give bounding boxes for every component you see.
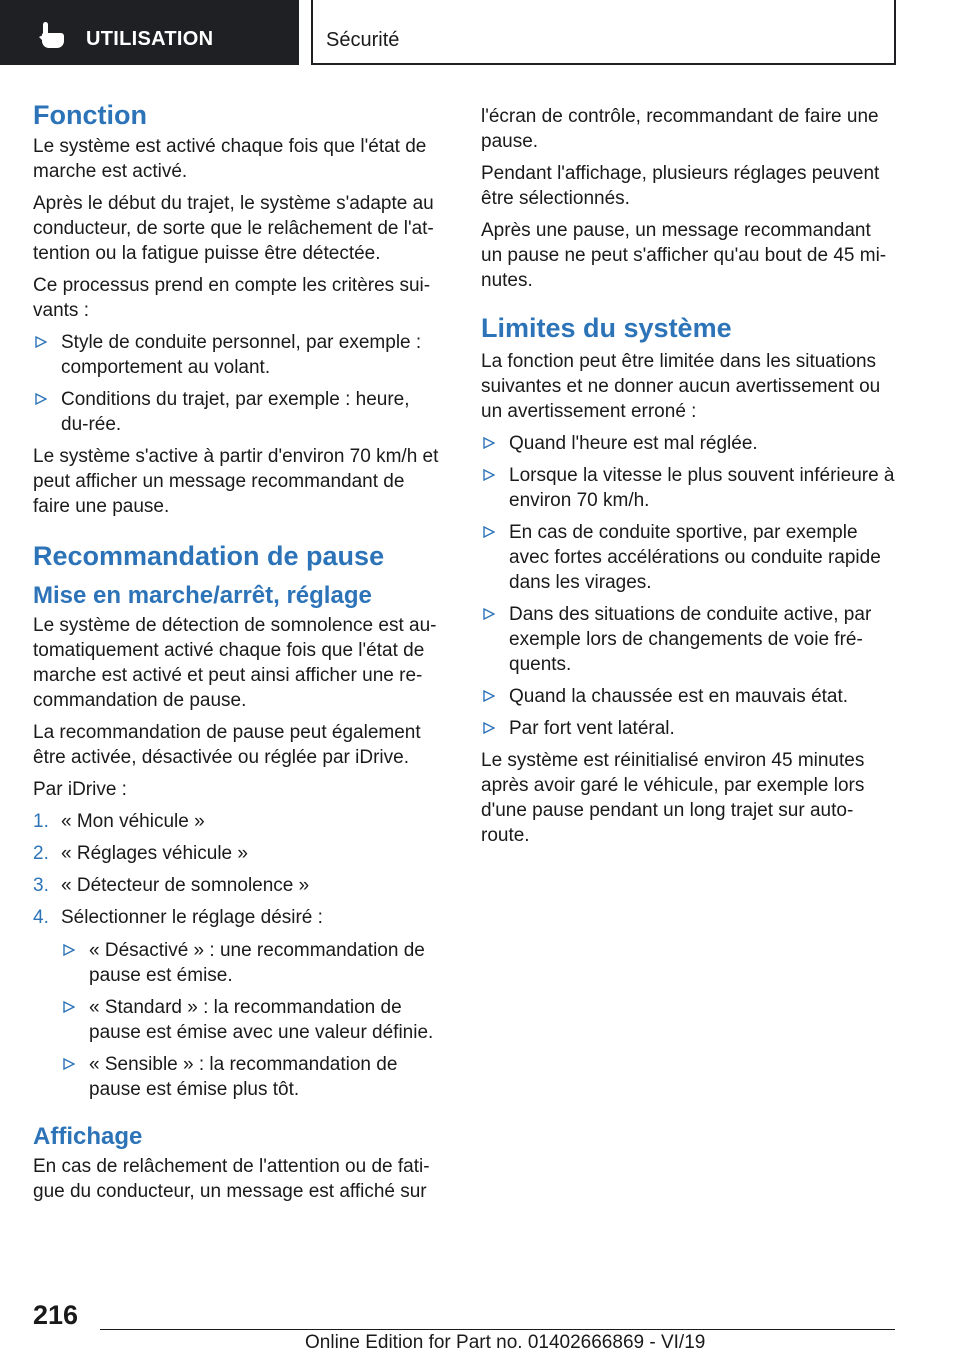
header-bottom-rule: [311, 63, 896, 65]
heading-recommandation: Recommandation de pause: [33, 541, 385, 571]
step-number: 4.: [33, 907, 49, 928]
section-title: Sécurité: [326, 29, 400, 51]
left-column: [33, 98, 441, 1211]
step-item: 4. Sélectionner le réglage désiré : « Désactivé » : une recommandation de pause est émise. « Standard » : la recommandation de pause est émise avec une valeur définie. « Sensible » : la recommandation de pause est émise plus tôt.: [33, 905, 441, 1102]
list-item: En cas de conduite sportive, par exemple avec fortes accélérations ou conduite rapide dans les virages.: [481, 520, 895, 595]
list-item: Lorsque la vitesse le plus souvent inférieure à environ 70 km/h.: [481, 463, 895, 513]
footer-rule: [100, 1329, 895, 1330]
header-right-border: [894, 0, 896, 65]
steps-list: [33, 809, 441, 1102]
paragraph: Après une pause, un message recommandant un pause ne peut s'afficher qu'au bout de 45 mi‐nutes.: [481, 220, 887, 291]
heading-affichage: Affichage: [33, 1123, 143, 1150]
triangle-right-icon: [63, 944, 75, 956]
paragraph: En cas de relâchement de l'attention ou de fati‐gue du conducteur, un message est affiché sur: [33, 1156, 430, 1202]
step-item: 2. « Réglages véhicule »: [33, 843, 248, 864]
triangle-right-icon: [483, 526, 495, 538]
triangle-right-icon: [483, 469, 495, 481]
heading-mise-en-marche: Mise en marche/arrêt, réglage: [33, 582, 372, 609]
paragraph: Le système est réinitialisé environ 45 minutes après avoir garé le véhicule, par exemple lors d'une pause pendant un long trajet sur auto‐route.: [481, 750, 865, 846]
paragraph: La fonction peut être limitée dans les situations suivantes et ne donner aucun avertissement ou un avertissement erroné :: [481, 351, 881, 422]
paragraph: Le système de détection de somnolence est au‐tomatiquement activé chaque fois que l'état de marche est activé et peut ainsi afficher une re‐commandation de pause.: [33, 615, 437, 711]
step-number: 1.: [33, 811, 49, 832]
list-item: Quand l'heure est mal réglée.: [481, 431, 895, 456]
list-item: « Désactivé » : une recommandation de pause est émise.: [61, 938, 441, 988]
hand-pointer-icon: [38, 22, 66, 48]
heading-limites: Limites du système: [481, 313, 732, 343]
triangle-right-icon: [63, 1001, 75, 1013]
paragraph: Ce processus prend en compte les critères sui‐vants :: [33, 275, 431, 321]
paragraph: l'écran de contrôle, recommandant de faire une pause.: [481, 106, 879, 152]
list-item: Quand la chaussée est en mauvais état.: [481, 684, 895, 709]
footer-edition: Online Edition for Part no. 01402666869 - VI/19: [305, 1332, 706, 1353]
list-item: Style de conduite personnel, par exemple : comportement au volant.: [33, 330, 441, 380]
triangle-right-icon: [63, 1058, 75, 1070]
triangle-right-icon: [35, 336, 47, 348]
page-number: 216: [33, 1300, 79, 1330]
heading-fonction: Fonction: [33, 100, 147, 130]
right-column: [481, 104, 895, 855]
limits-list: [481, 431, 895, 741]
step-item: 1. « Mon véhicule »: [33, 811, 205, 832]
list-item: Par fort vent latéral.: [481, 716, 895, 741]
paragraph: Par iDrive :: [33, 779, 127, 800]
list-item: Conditions du trajet, par exemple : heure, du‐rée.: [33, 387, 441, 437]
step-item: 3. « Détecteur de somnolence »: [33, 875, 310, 896]
settings-options-list: [61, 938, 441, 1102]
triangle-right-icon: [483, 690, 495, 702]
header-divider: [311, 0, 313, 65]
step-number: 3.: [33, 875, 49, 896]
criteria-list: [33, 330, 441, 437]
triangle-right-icon: [483, 437, 495, 449]
triangle-right-icon: [483, 608, 495, 620]
triangle-right-icon: [35, 393, 47, 405]
chapter-tab: [0, 0, 299, 65]
paragraph: Pendant l'affichage, plusieurs réglages peuvent être sélectionnés.: [481, 163, 880, 209]
step-number: 2.: [33, 843, 49, 864]
list-item: Dans des situations de conduite active, par exemple lors de changements de voie fré‐quents.: [481, 602, 895, 677]
paragraph: La recommandation de pause peut également être activée, désactivée ou réglée par iDrive.: [33, 722, 421, 768]
list-item: « Standard » : la recommandation de pause est émise avec une valeur définie.: [61, 995, 441, 1045]
paragraph: Après le début du trajet, le système s'adapte au conducteur, de sorte que le relâchement de l'at‐tention ou la fatigue puisse être détectée.: [33, 193, 434, 264]
paragraph: Le système s'active à partir d'environ 70 km/h et peut afficher un message recommandant de faire une pause.: [33, 446, 439, 517]
chapter-label: UTILISATION: [86, 28, 214, 50]
triangle-right-icon: [483, 722, 495, 734]
list-item: « Sensible » : la recommandation de pause est émise plus tôt.: [61, 1052, 441, 1102]
paragraph: Le système est activé chaque fois que l'état de marche est activé.: [33, 136, 427, 182]
